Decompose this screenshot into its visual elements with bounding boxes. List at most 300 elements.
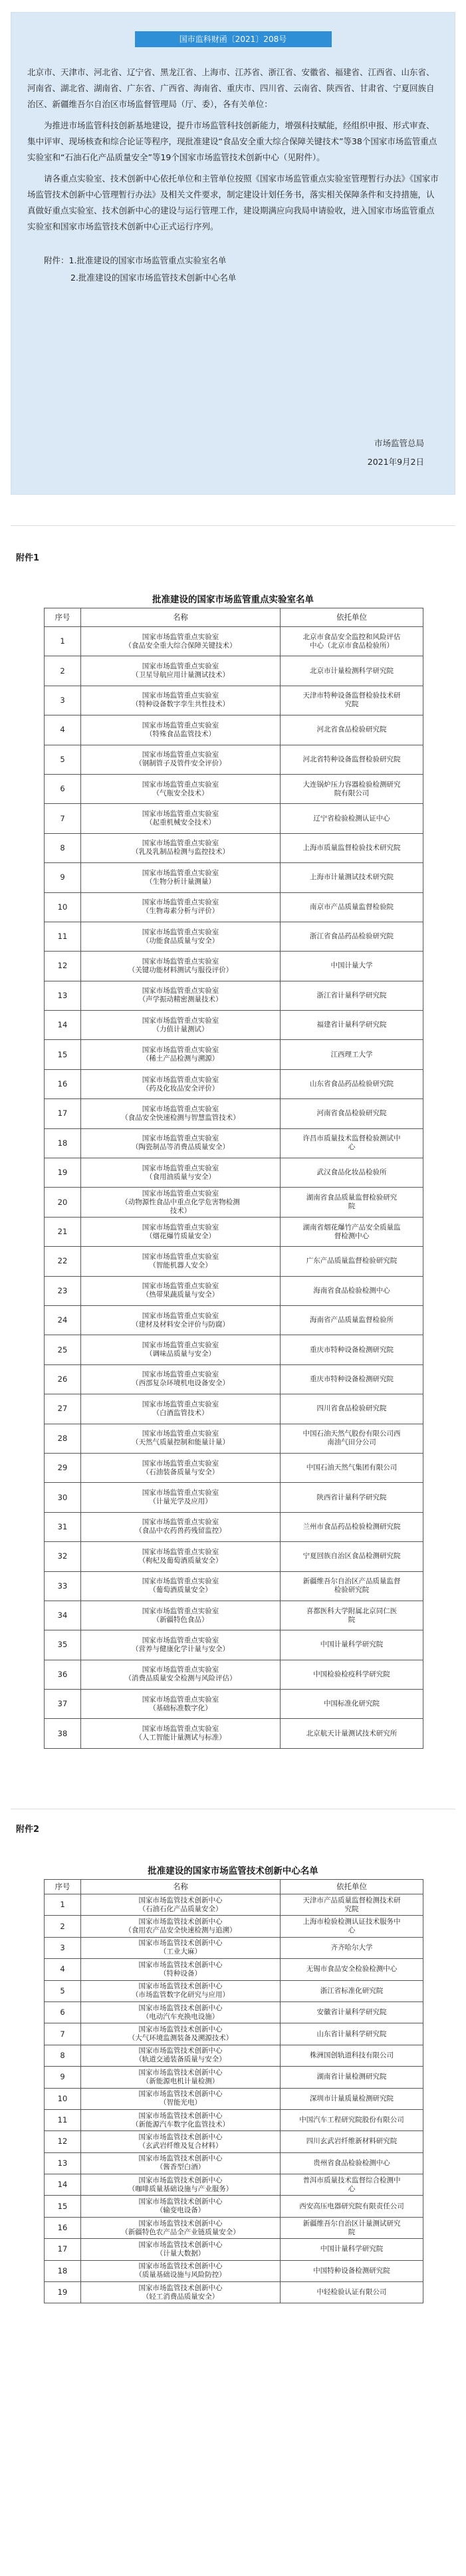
host-unit-cell (281, 1217, 423, 1246)
row-number-cell: 17 (45, 2239, 81, 2260)
cell-text-line: 浙江省标准化研究院 (320, 1986, 384, 1995)
host-unit-cell (281, 1483, 423, 1512)
annex-2-section (0, 1809, 466, 2573)
lab-name-cell (81, 1247, 281, 1276)
cell-text-line: 国家市场监管技术创新中心 (138, 2198, 223, 2206)
cell-text-line: 山东省食品药品检验研究院 (310, 1080, 394, 1089)
lab-name-cell (81, 2045, 281, 2066)
cell-text-line: 院有限公司 (334, 789, 370, 797)
table-row (45, 627, 423, 656)
attachment-1-link[interactable]: 1.批准建设的国家市场监管重点实验室名单 (68, 255, 227, 265)
cell-text-line: （营养与健康化学计量与安全） (132, 1644, 229, 1653)
annex-1-label: 附件1 (16, 553, 40, 563)
lab-name-cell (81, 2001, 281, 2023)
table-row (45, 1158, 423, 1188)
cell-text-line: 宁夏回族自治区食品检测研究院 (302, 1552, 401, 1561)
cell-text-line: 国家市场监管技术创新中心 (138, 1960, 223, 1969)
cell-text-line: （白酒监管技术） (152, 1408, 209, 1417)
row-number-cell: 33 (45, 1571, 81, 1601)
row-number-cell: 28 (45, 1424, 81, 1453)
row-number-cell: 19 (45, 2282, 81, 2303)
lab-name-cell (81, 1571, 281, 1601)
cell-text-line: 国家市场监管重点实验室 (142, 1577, 219, 1586)
cell-text-line: 国家市场监管技术创新中心 (138, 2262, 223, 2271)
cell-text-line: 国家市场监管重点实验室 (142, 751, 219, 759)
row-number-cell: 7 (45, 804, 81, 833)
table-row (45, 1980, 423, 2001)
cell-text-line: （葡萄酒质量安全） (149, 1586, 212, 1595)
cell-text-line: 究院 (344, 700, 359, 709)
host-unit-cell (281, 1601, 423, 1630)
table-row (45, 2239, 423, 2260)
cell-text-line: （食用油质量与安全） (146, 1172, 215, 1181)
lab-name-cell (81, 2260, 281, 2281)
cell-text-line: 国家市场监管重点实验室 (142, 1189, 219, 1198)
host-unit-cell (281, 1719, 423, 1748)
host-unit-cell (281, 1335, 423, 1364)
header-cell-name: 名称 (81, 1880, 281, 1894)
header-cell-name: 名称 (81, 608, 281, 627)
cell-text-line: （力值计量测试） (152, 1025, 209, 1033)
row-number-cell: 15 (45, 1040, 81, 1069)
notice-paragraph-1: 为推进市场监管科技创新基地建设，提升市场监管科技创新能力，增强科技赋能，经组织申报、形式审查、集中评审、现场核查和综合论证等程序，现批准建设“食品安全重大综合保障关键技术”等38个国家市场监管重点实验室和“石油石化产品质量安全”等19个国家市场监管技术创新中心（见附件）。 (27, 120, 437, 162)
lab-name-cell (81, 1916, 281, 1937)
lab-name-cell (81, 1959, 281, 1980)
cell-text-line: （陶瓷制品等消费品质量安全） (132, 1143, 229, 1152)
host-unit-cell (281, 2152, 423, 2174)
row-number-cell: 14 (45, 1011, 81, 1040)
host-unit-cell (281, 833, 423, 862)
table-row (45, 1630, 423, 1660)
table-row (45, 2152, 423, 2174)
lab-name-cell (81, 2088, 281, 2109)
cell-text-line: （玄武岩纤维及复合材料） (138, 2141, 223, 2150)
lab-name-cell (81, 2152, 281, 2174)
row-number-cell: 14 (45, 2174, 81, 2196)
cell-text-line: 国家市场监管重点实验室 (142, 1400, 219, 1408)
table-header-row (45, 1880, 423, 1894)
cell-text-line: 天津市产品质量监督检测技术研 (302, 1896, 401, 1904)
attachment-item-1 (27, 252, 439, 269)
table-row (45, 1937, 423, 1958)
table-row (45, 1719, 423, 1748)
table-row (45, 1453, 423, 1482)
cell-text-line: 南油气田分公司 (327, 1438, 376, 1447)
cell-text-line: 中轻检验认证有限公司 (316, 2288, 387, 2297)
row-number-cell: 32 (45, 1542, 81, 1571)
cell-text-line: （钢制管子及管件安全评价） (135, 759, 226, 768)
table-row (45, 952, 423, 981)
host-unit-cell (281, 2131, 423, 2152)
cell-text-line: 国家市场监管重点实验室 (142, 692, 219, 700)
cell-text-line: 院 (348, 2228, 356, 2236)
lab-name-cell (81, 686, 281, 715)
cell-text-line: 院 (348, 1615, 356, 1624)
row-number-cell: 35 (45, 1630, 81, 1660)
table-row (45, 1424, 423, 1453)
host-unit-cell (281, 981, 423, 1010)
cell-text-line: 许昌市质量技术监督检验测试中 (302, 1134, 401, 1143)
header-cell-no: 序号 (45, 608, 81, 627)
cell-text-line: 齐齐哈尔大学 (330, 1943, 373, 1952)
table-row (45, 863, 423, 892)
row-number-cell: 18 (45, 2260, 81, 2281)
table-row (45, 2088, 423, 2109)
row-number-cell: 18 (45, 1128, 81, 1158)
annex-1-table (44, 608, 423, 1749)
cell-text-line: 四川省食品检验研究院 (316, 1404, 387, 1413)
cell-text-line: （大气环境监测装备及溯源技术） (128, 2034, 233, 2043)
lab-name-cell (81, 1630, 281, 1660)
cell-text-line: 国家市场监管重点实验室 (142, 1311, 219, 1320)
cell-text-line: （新能源汽车数字化监管技术） (132, 2120, 229, 2128)
row-number-cell: 26 (45, 1364, 81, 1394)
lab-name-cell (81, 1719, 281, 1748)
row-number-cell: 8 (45, 833, 81, 862)
table-row (45, 2196, 423, 2217)
table-row (45, 1099, 423, 1128)
lab-name-cell (81, 1335, 281, 1364)
cell-text-line: 无锡市食品安全检验检测中心 (306, 1965, 398, 1974)
cell-text-line: 四川玄武岩纤维新材料研究院 (306, 2137, 398, 2146)
host-unit-cell (281, 1188, 423, 1217)
cell-text-line: 心 (348, 2184, 356, 2193)
lab-name-cell (81, 656, 281, 686)
host-unit-cell (281, 1394, 423, 1424)
lab-name-cell (81, 1937, 281, 1958)
cell-text-line: 中国石油天然气集团有限公司 (306, 1464, 398, 1472)
host-unit-cell (281, 1980, 423, 2001)
cell-text-line: 心 (348, 1143, 356, 1152)
cell-text-line: 国家市场监管重点实验室 (142, 1164, 219, 1172)
cell-text-line: （石油装备质量与安全） (142, 1468, 219, 1476)
table-row (45, 2023, 423, 2045)
header-cell-no: 序号 (45, 1880, 81, 1894)
cell-text-line: 河北省特种设备监督检验研究院 (302, 755, 401, 763)
host-unit-cell (281, 922, 423, 951)
host-unit-cell (281, 1364, 423, 1394)
lab-name-cell (81, 1453, 281, 1482)
cell-text-line: 国家市场监管技术创新中心 (138, 2283, 223, 2292)
host-unit-cell (281, 2260, 423, 2281)
table-row (45, 981, 423, 1010)
cell-text-line: （药及化妆品安全评价） (142, 1084, 219, 1093)
host-unit-cell (281, 656, 423, 686)
lab-name-cell (81, 1483, 281, 1512)
table-row (45, 2131, 423, 2152)
cell-text-line: 国家市场监管重点实验室 (142, 898, 219, 907)
cell-text-line: （烟花爆竹质量安全） (146, 1231, 215, 1240)
table-row (45, 1247, 423, 1276)
cell-text-line: （食品安全快速检测与智慧监管技术） (121, 1113, 240, 1122)
table-row (45, 1188, 423, 1217)
cell-text-line: （特种设备） (160, 1969, 201, 1978)
cell-text-line: （轻工消费品质量安全） (142, 2292, 219, 2301)
lab-name-cell (81, 1188, 281, 1217)
cell-text-line: （智能机器人安全） (149, 1261, 212, 1269)
table-row (45, 1069, 423, 1098)
cell-text-line: （关键功能材料测试与服役评价） (128, 966, 233, 974)
cell-text-line: 南京市产品质量监督检验院 (310, 902, 394, 911)
host-unit-cell (281, 1959, 423, 1980)
table-row (45, 2001, 423, 2023)
cell-text-line: （食品安全重大综合保障关键技术） (124, 641, 237, 650)
lab-name-cell (81, 2023, 281, 2045)
row-number-cell: 12 (45, 952, 81, 981)
lab-name-cell (81, 1424, 281, 1453)
table-row (45, 1894, 423, 1916)
row-number-cell: 38 (45, 1719, 81, 1748)
cell-text-line: 中心（北京市食品检验所） (310, 641, 394, 650)
table-row (45, 2067, 423, 2088)
table-row (45, 774, 423, 803)
table-row (45, 1571, 423, 1601)
lab-name-cell (81, 1011, 281, 1040)
cell-text-line: 重庆市特种设备检测研究院 (310, 1374, 394, 1383)
cell-text-line: 北京市食品安全监控和风险评估 (302, 632, 401, 641)
row-number-cell: 11 (45, 922, 81, 951)
recipients-text: 北京市、天津市、河北省、辽宁省、黑龙江省、上海市、江苏省、浙江省、安徽省、福建省、江西省、山东省、河南省、湖北省、湖南省、广东省、广西省、海南省、重庆市、四川省、云南省、陕西省、甘肃省、宁夏回族自治区、新疆维吾尔自治区市场监督管理局（厅、委），各有关单位： (27, 67, 435, 109)
annex-1-section (0, 525, 466, 1742)
table-row (45, 2174, 423, 2196)
host-unit-cell (281, 892, 423, 922)
row-number-cell: 25 (45, 1335, 81, 1364)
host-unit-cell (281, 863, 423, 892)
cell-text-line: 国家市场监管重点实验室 (142, 1016, 219, 1025)
row-number-cell: 6 (45, 2001, 81, 2023)
cell-text-line: 国家市场监管技术创新中心 (138, 2068, 223, 2077)
lab-name-cell (81, 1980, 281, 2001)
cell-text-line: 西安高压电器研究院有限责任公司 (299, 2202, 404, 2210)
cell-text-line: 国家市场监管技术创新中心 (138, 2154, 223, 2163)
host-unit-cell (281, 2045, 423, 2066)
cell-text-line: （调味品质量与安全） (146, 1350, 215, 1358)
lab-name-cell (81, 1069, 281, 1098)
issuer-name: 市场监管总局 (374, 438, 424, 448)
cell-text-line: 中国检验检疫科学研究院 (313, 1670, 390, 1678)
lab-name-cell (81, 774, 281, 803)
lab-name-cell (81, 922, 281, 951)
cell-text-line: （特殊食品监管技术） (146, 729, 215, 738)
host-unit-cell (281, 1128, 423, 1158)
host-unit-cell (281, 2196, 423, 2217)
lab-name-cell (81, 2067, 281, 2088)
host-unit-cell (281, 1894, 423, 1916)
lab-name-cell (81, 2174, 281, 2196)
cell-text-line: 大连锅炉压力容器检验检测研究 (302, 780, 401, 789)
cell-text-line: 国家市场监管技术创新中心 (138, 2132, 223, 2141)
cell-text-line: 兰州市食品药品检验检测研究院 (302, 1522, 401, 1531)
cell-text-line: 辽宁省检验检测认证中心 (313, 814, 390, 823)
cell-text-line: 安徽省计量科学研究院 (316, 2008, 387, 2017)
host-unit-cell (281, 2109, 423, 2130)
row-number-cell: 10 (45, 892, 81, 922)
row-number-cell: 10 (45, 2088, 81, 2109)
cell-text-line: 国家市场监管重点实验室 (142, 1430, 219, 1438)
attachments-list (27, 252, 439, 287)
cell-text-line: 国家市场监管技术创新中心 (138, 2025, 223, 2034)
table-row (45, 1483, 423, 1512)
table-row (45, 833, 423, 862)
cell-text-line: 国家市场监管技术创新中心 (138, 2090, 223, 2099)
cell-text-line: 国家市场监管技术创新中心 (138, 2240, 223, 2249)
host-unit-cell (281, 2023, 423, 2045)
cell-text-line: 海南省食品检验检测中心 (313, 1286, 390, 1295)
cell-text-line: 贵州省食品检验检测中心 (313, 2158, 390, 2167)
host-unit-cell (281, 1247, 423, 1276)
cell-text-line: （枸杞及葡萄酒质量安全） (138, 1556, 223, 1565)
cell-text-line: 国家市场监管重点实验室 (142, 1547, 219, 1556)
table-row (45, 1660, 423, 1689)
row-number-cell: 6 (45, 774, 81, 803)
lab-name-cell (81, 1364, 281, 1394)
table-row (45, 1916, 423, 1937)
table-row (45, 745, 423, 774)
lab-name-cell (81, 1217, 281, 1246)
cell-text-line: 国家市场监管重点实验室 (142, 957, 219, 966)
row-number-cell: 24 (45, 1305, 81, 1335)
cell-text-line: 国家市场监管重点实验室 (142, 1489, 219, 1497)
host-unit-cell (281, 715, 423, 745)
row-number-cell: 2 (45, 1916, 81, 1937)
cell-text-line: 国家市场监管技术创新中心 (138, 2176, 223, 2184)
cell-text-line: 心 (348, 1926, 356, 1935)
row-number-cell: 11 (45, 2109, 81, 2130)
cell-text-line: （新能源电机计量检测） (142, 2077, 219, 2085)
cell-text-line: 浙江省食品药品检验研究院 (310, 932, 394, 941)
cell-text-line: 国家市场监管重点实验室 (142, 839, 219, 848)
table-row (45, 1959, 423, 1980)
host-unit-cell (281, 2067, 423, 2088)
annex-2-title: 批准建设的国家市场监管技术创新中心名单 (148, 1866, 318, 1876)
host-unit-cell (281, 1276, 423, 1305)
cell-text-line: （气瓶安全技术） (152, 789, 209, 797)
row-number-cell: 37 (45, 1690, 81, 1719)
cell-text-line: 河北省食品检验研究院 (316, 725, 387, 734)
host-unit-cell (281, 952, 423, 981)
cell-text-line: 喜都医科大学附属北京同仁医 (306, 1607, 398, 1615)
row-number-cell: 3 (45, 686, 81, 715)
lab-name-cell (81, 892, 281, 922)
cell-text-line: 国家市场监管技术创新中心 (138, 1982, 223, 1991)
cell-text-line: 国家市场监管重点实验室 (142, 868, 219, 877)
cell-text-line: （电动汽车充换电设施） (142, 2012, 219, 2021)
cell-text-line: （质量基础设施与风险防控） (135, 2271, 226, 2279)
cell-text-line: （动物源性食品中重点化学危害物检测 (121, 1198, 240, 1206)
cell-text-line: 湖南省烟花爆竹产品安全质量监 (302, 1223, 401, 1231)
cell-text-line: （卫星导航应用计量测试技术） (132, 671, 229, 680)
notice-paragraph-2: 请各重点实验室、技术创新中心依托单位和主管单位按照《国家市场监管重点实验室管理暂行办法》《国家市场监管技术创新中心管理暂行办法》及相关文件要求，制定建设计划任务书，落实相关保障条件和支持措施，认真做好重点实验室、技术创新中心的建设与运行管理工作，建设期满应向我局申请验收，进入国家市场监管重点实验室和国家市场监管技术创新中心正式运行序列。 (27, 174, 439, 231)
cell-text-line: （输变电设备） (156, 2206, 205, 2215)
cell-text-line: 国家市场监管重点实验室 (142, 1459, 219, 1468)
cell-text-line: 国家市场监管重点实验室 (142, 1223, 219, 1231)
cell-text-line: 武汉食品化妆品检验所 (316, 1168, 387, 1177)
attachment-item-2[interactable]: 2.批准建设的国家市场监管技术创新中心名单 (70, 273, 237, 283)
cell-text-line: （计量大数据） (156, 2249, 205, 2257)
cell-text-line: 重庆市特种设备检测研究院 (310, 1345, 394, 1354)
cell-text-line: （建材及材料安全评价与防腐） (132, 1320, 229, 1329)
host-unit-cell (281, 1099, 423, 1128)
cell-text-line: 上海市质量监督检验技术研究院 (302, 843, 401, 852)
table-row (45, 1305, 423, 1335)
cell-text-line: （热带果蔬质量与安全） (142, 1291, 219, 1299)
table-row (45, 804, 423, 833)
row-number-cell: 2 (45, 656, 81, 686)
cell-text-line: 中国标准化研究院 (324, 1700, 380, 1708)
row-number-cell: 17 (45, 1099, 81, 1128)
cell-text-line: 国家市场监管重点实验室 (142, 1134, 219, 1143)
cell-text-line: 湖南省计量检测研究院 (316, 2073, 387, 2081)
lab-name-cell (81, 1894, 281, 1916)
cell-text-line: （咖啡质量基础设施与产业服务） (128, 2184, 233, 2193)
row-number-cell: 16 (45, 1069, 81, 1098)
host-unit-cell (281, 2088, 423, 2109)
cell-text-line: 中国计量科学研究院 (320, 1640, 384, 1649)
row-number-cell: 4 (45, 715, 81, 745)
lab-name-cell (81, 1099, 281, 1128)
row-number-cell: 9 (45, 2067, 81, 2088)
host-unit-cell (281, 2239, 423, 2260)
cell-text-line: （石油石化产品质量安全） (138, 1904, 223, 1913)
cell-text-line: 国家市场监管技术创新中心 (138, 2003, 223, 2012)
host-unit-cell (281, 1571, 423, 1601)
cell-text-line: （生物分析计量测量） (146, 877, 215, 886)
row-number-cell: 20 (45, 1188, 81, 1217)
cell-text-line: 湖南省食品质量监督检验研究 (306, 1194, 398, 1202)
cell-text-line: （特种设备数字孪生共性技术） (132, 700, 229, 709)
cell-text-line: 浙江省计量科学研究院 (316, 991, 387, 999)
host-unit-cell (281, 2282, 423, 2303)
cell-text-line: （消费品质量安全检测与风险评估） (124, 1674, 237, 1683)
cell-text-line: 新疆维吾尔自治区计量测试研究 (302, 2219, 401, 2228)
cell-text-line: （工业大麻） (160, 1948, 201, 1956)
table-row (45, 1011, 423, 1040)
cell-text-line: （人工智能计量测试与标准） (135, 1734, 226, 1742)
host-unit-cell (281, 1630, 423, 1660)
table-row (45, 1601, 423, 1630)
row-number-cell: 8 (45, 2045, 81, 2066)
cell-text-line: （酱香型白酒） (156, 2163, 205, 2172)
row-number-cell: 4 (45, 1959, 81, 1980)
host-unit-cell (281, 627, 423, 656)
table-row (45, 686, 423, 715)
table-header-row (45, 608, 423, 627)
lab-name-cell (81, 1542, 281, 1571)
notice-card (11, 12, 455, 495)
row-number-cell: 3 (45, 1937, 81, 1958)
lab-name-cell (81, 627, 281, 656)
row-number-cell: 31 (45, 1512, 81, 1541)
cell-text-line: 深圳市计量质量检测研究院 (310, 2094, 394, 2103)
row-number-cell: 5 (45, 745, 81, 774)
table-row (45, 2260, 423, 2281)
row-number-cell: 16 (45, 2217, 81, 2238)
cell-text-line: （食用农产品安全快速检测与追溯） (124, 1926, 237, 1935)
lab-name-cell (81, 2109, 281, 2130)
row-number-cell: 29 (45, 1453, 81, 1482)
host-unit-cell (281, 1158, 423, 1188)
cell-text-line: 中国汽车工程研究院股份有限公司 (299, 2116, 404, 2125)
cell-text-line: 国家市场监管重点实验室 (142, 1282, 219, 1291)
row-number-cell: 1 (45, 627, 81, 656)
cell-text-line: （智能光电） (160, 2099, 201, 2107)
row-number-cell: 13 (45, 981, 81, 1010)
cell-text-line: 中国计量科学研究院 (320, 2245, 384, 2254)
host-unit-cell (281, 1542, 423, 1571)
cell-text-line: 国家市场监管技术创新中心 (138, 1939, 223, 1948)
host-unit-cell (281, 1937, 423, 1958)
host-unit-cell (281, 1040, 423, 1069)
